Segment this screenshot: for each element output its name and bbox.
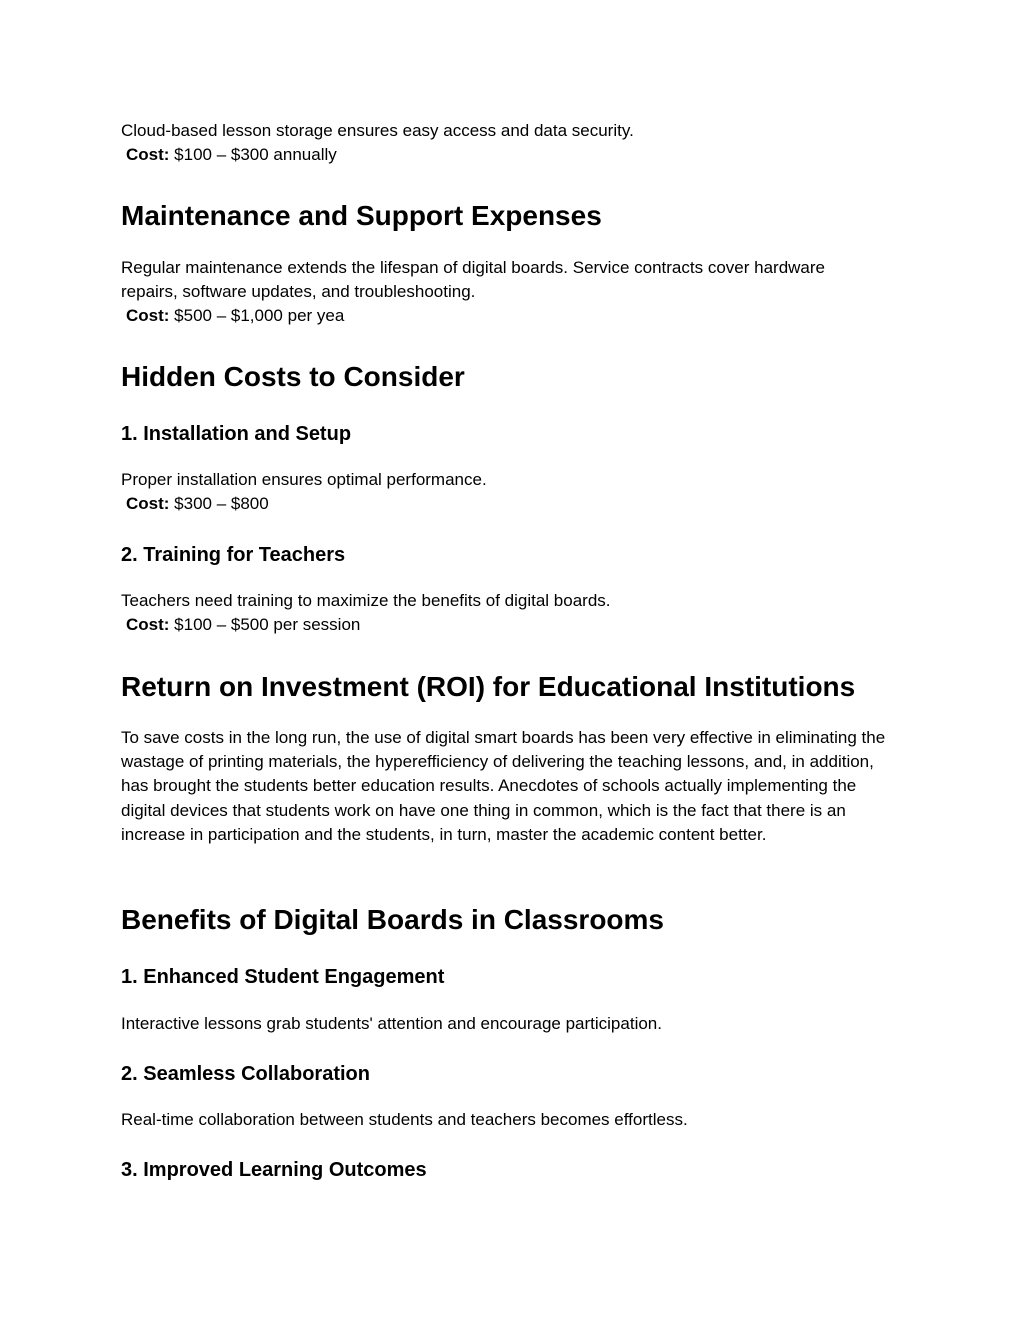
engagement-text: Interactive lessons grab students' attention and encourage participation. [121, 1014, 662, 1033]
engagement-subheading: 1. Enhanced Student Engagement [121, 966, 445, 988]
cost-value: $300 – $800 [169, 494, 269, 513]
installation-subheading: 1. Installation and Setup [121, 423, 352, 445]
roi-paragraph: To save costs in the long run, the use of digital smart boards has been very effective in eliminating the wastage of printing materials, the hyperefficiency of delivering the teaching lessons, and, in addition, has brought the students better education results. Anecdotes of schools actually implementing the digital devices that students work on have one thing in common, which is the fact that there is an increase in participation and the students, in turn, master the academic content better. [121, 728, 886, 844]
training-text: Teachers need training to maximize the benefits of digital boards. [121, 591, 611, 610]
benefits-heading: Benefits of Digital Boards in Classrooms [121, 904, 664, 935]
cost-value: $500 – $1,000 per yea [169, 306, 345, 325]
collaboration-text: Real-time collaboration between students and teachers becomes effortless. [121, 1110, 688, 1129]
cloud-storage-text: Cloud-based lesson storage ensures easy access and data security. [121, 121, 634, 140]
installation-text: Proper installation ensures optimal performance. [121, 470, 487, 489]
collaboration-subheading: 2. Seamless Collaboration [121, 1063, 370, 1085]
cost-value: $100 – $300 annually [169, 145, 337, 164]
cost-value: $100 – $500 per session [169, 615, 361, 634]
hidden-costs-heading: Hidden Costs to Consider [121, 361, 465, 392]
cost-label: Cost: [126, 615, 170, 634]
maintenance-text-line-2: repairs, software updates, and troubleshooting. [121, 282, 476, 301]
installation-cost-line [126, 492, 269, 516]
maintenance-heading: Maintenance and Support Expenses [121, 200, 602, 231]
maintenance-text-line-1: Regular maintenance extends the lifespan of digital boards. Service contracts cover hardware [121, 258, 825, 277]
training-cost-line [126, 613, 360, 637]
training-subheading: 2. Training for Teachers [121, 544, 346, 566]
cost-label: Cost: [126, 494, 170, 513]
learning-outcomes-subheading: 3. Improved Learning Outcomes [121, 1159, 427, 1181]
cost-label: Cost: [126, 306, 170, 325]
roi-heading: Return on Investment (ROI) for Educational Institutions [121, 671, 856, 702]
cost-label: Cost: [126, 145, 170, 164]
cloud-cost-line [126, 143, 337, 167]
maintenance-cost-line [126, 304, 344, 328]
